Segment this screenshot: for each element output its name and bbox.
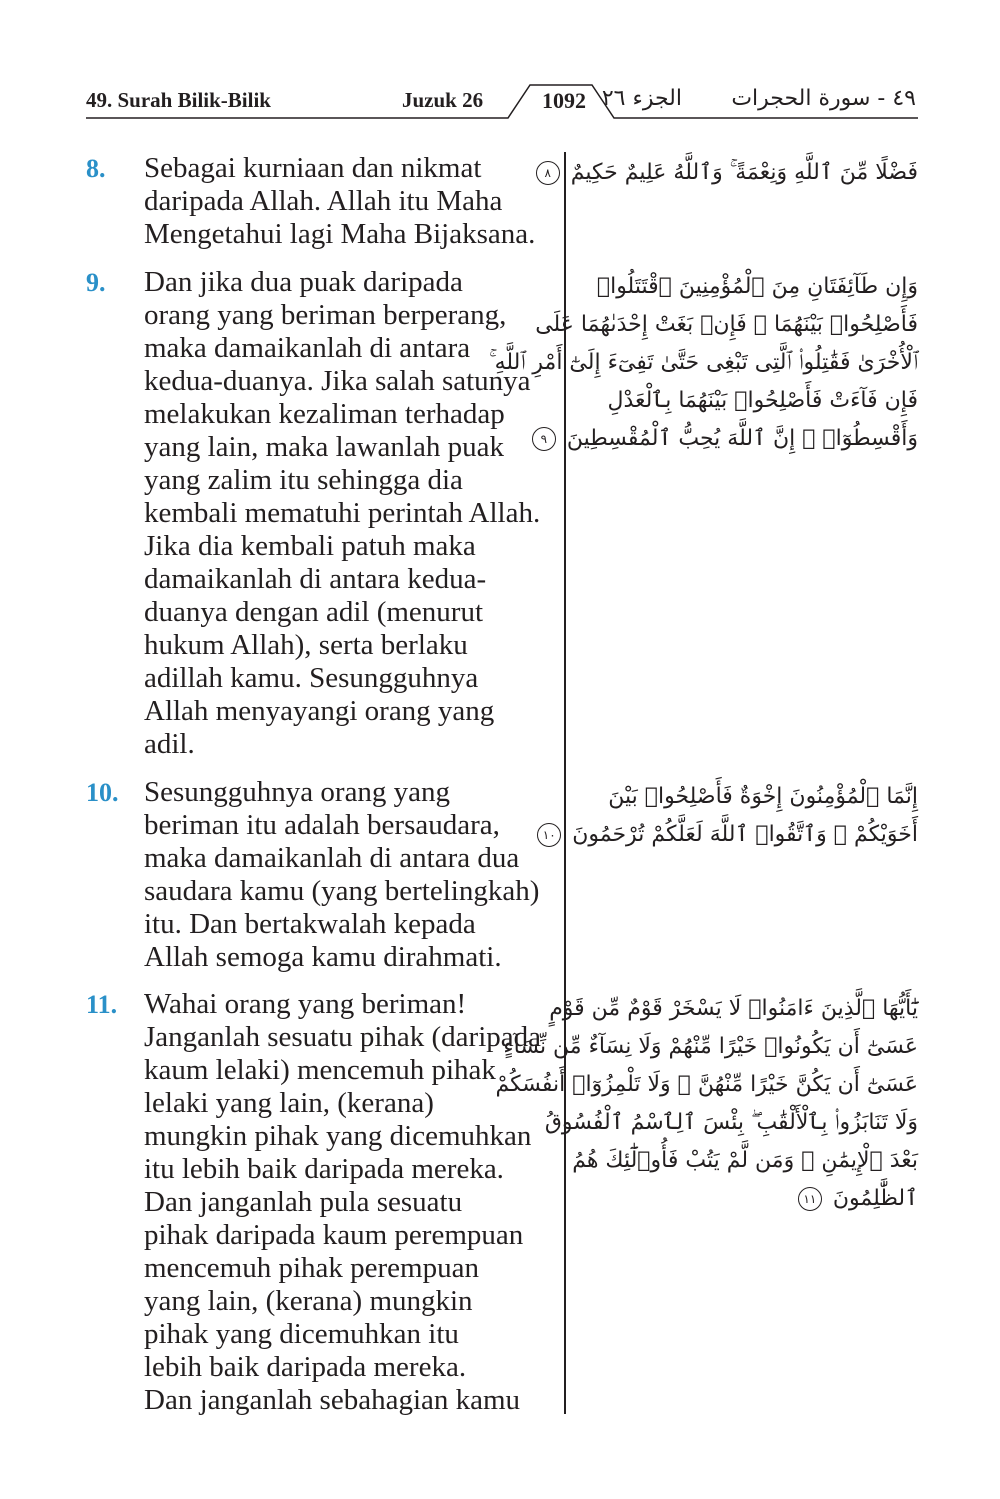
translation-line: mencemuh pihak perempuan (144, 1252, 479, 1284)
surah-label: 49. Surah Bilik-Bilik (86, 88, 271, 112)
translation-line: hukum Allah), serta berlaku (144, 629, 468, 661)
ayah-arabic (542, 778, 918, 854)
arabic-line: عَسَىٰٓ أَن يَكُنَّ خَيْرًا مِّنْهُنَّ ۖ وَلَا تَلْمِزُوٓا۟ أَنفُسَكُمْ (495, 1072, 918, 1097)
translation-line: beriman itu adalah bersaudara, (144, 809, 500, 841)
translation-line: itu. Dan bertakwalah kepada (144, 908, 476, 940)
ayah-translation (144, 266, 562, 761)
ayah-arabic (495, 990, 918, 1218)
arabic-line: وَلَا تَنَابَزُوا۟ بِٱلْأَلْقَٰبِ ۖ بِئْسَ ٱلِٱسْمُ ٱلْفُسُوقُ (544, 1110, 918, 1135)
arabic-line: بَعْدَ ٱلْإِيمَٰنِ ۚ وَمَن لَّمْ يَتُبْ فَأُو۟لَٰٓئِكَ هُمُ (572, 1148, 918, 1173)
page-number: 1092 (542, 88, 586, 113)
arabic-line: وَأَقْسِطُوٓا۟ ۖ إِنَّ ٱللَّهَ يُحِبُّ ٱلْمُقْسِطِينَ ٩ (578, 420, 918, 458)
translation-line: melakukan kezaliman terhadap (144, 398, 505, 430)
arabic-line: يَٰٓأَيُّهَا ٱلَّذِينَ ءَامَنُوا۟ لَا يَسْخَرْ قَوْمٌ مِّن قَوْمٍ (549, 996, 918, 1021)
arabic-line: فَضْلًا مِّنَ ٱللَّهِ وَنِعْمَةً ۚ وَٱللَّهُ عَلِيمٌ حَكِيمٌ ٨ (578, 154, 918, 192)
arabic-line: وَإِن طَآئِفَتَانِ مِنَ ٱلْمُؤْمِنِينَ ٱقْتَتَلُوا۟ (596, 274, 918, 299)
translation-line: Allah semoga kamu dirahmati. (144, 941, 502, 973)
ayah-end-marker: ٨ (536, 161, 560, 185)
ayah-arabic (544, 154, 918, 192)
translation-line: kedua-duanya. Jika salah satunya (144, 365, 531, 397)
translation-line: Dan janganlah sebahagian kamu (144, 1384, 521, 1416)
arabic-juz-label: الجزء ٢٦ (601, 86, 682, 111)
translation-line: adillah kamu. Sesungguhnya (144, 662, 479, 694)
translation-line: Janganlah sesuatu pihak (daripada (144, 1021, 541, 1053)
ayah-end-marker: ١١ (798, 1187, 822, 1211)
ayah-translation (144, 152, 562, 251)
translation-line: Mengetahui lagi Maha Bijaksana. (144, 218, 536, 250)
translation-line: yang lain, (kerana) mungkin (144, 1285, 473, 1317)
arabic-line: عَسَىٰٓ أَن يَكُونُوا۟ خَيْرًا مِّنْهُمْ وَلَا نِسَآءٌ مِّن نِّسَآءٍ (503, 1034, 918, 1059)
translation-line: saudara kamu (yang bertelingkah) (144, 875, 540, 907)
translation-line: Jika dia kembali patuh maka (144, 530, 476, 562)
ayah-arabic (489, 268, 918, 458)
ayah-number: 10. (86, 778, 119, 807)
ayah-translation (144, 776, 562, 974)
translation-line: adil. (144, 728, 195, 760)
translation-line: Wahai orang yang beriman! (144, 988, 467, 1020)
ayah-number: 8. (86, 154, 106, 183)
translation-line: orang yang beriman berperang, (144, 299, 507, 331)
arabic-line: إِنَّمَا ٱلْمُؤْمِنُونَ إِخْوَةٌ فَأَصْلِحُوا۟ بَيْنَ (608, 784, 918, 809)
ayah-number: 11. (86, 990, 118, 1019)
translation-line: pihak yang dicemuhkan itu (144, 1318, 459, 1350)
arabic-surah-label: ٤٩ - سورة الحجرات (731, 86, 916, 111)
translation-line: lelaki yang lain, (kerana) (144, 1087, 434, 1119)
arabic-line: فَإِن فَآءَتْ فَأَصْلِحُوا۟ بَيْنَهُمَا بِٱلْعَدْلِ (607, 388, 918, 413)
translation-line: duanya dengan adil (menurut (144, 596, 484, 628)
translation-line: lebih baik daripada mereka. (144, 1351, 467, 1383)
ayah-end-marker: ٩ (532, 427, 556, 451)
translation-line: mungkin pihak yang dicemuhkan (144, 1120, 532, 1152)
translation-line: yang lain, maka lawanlah puak (144, 431, 504, 463)
page-header (0, 0, 1000, 130)
translation-line: Allah menyayangi orang yang (144, 695, 495, 727)
arabic-line: ٱلْأُخْرَىٰ فَقَٰتِلُوا۟ ٱلَّتِى تَبْغِى حَتَّىٰ تَفِىٓءَ إِلَىٰٓ أَمْرِ ٱللَّهِ ۚ (489, 350, 918, 375)
arabic-line: ٱلظَّٰلِمُونَ ١١ (578, 1180, 918, 1218)
translation-line: Sesungguhnya orang yang (144, 776, 451, 808)
arabic-line: أَخَوَيْكُمْ ۚ وَٱتَّقُوا۟ ٱللَّهَ لَعَلَّكُمْ تُرْحَمُونَ ١٠ (578, 816, 918, 854)
translation-line: itu lebih baik daripada mereka. (144, 1153, 504, 1185)
translation-line: damaikanlah di antara kedua- (144, 563, 487, 595)
translation-line: daripada Allah. Allah itu Maha (144, 185, 503, 217)
translation-line: yang zalim itu sehingga dia (144, 464, 463, 496)
ayah-translation (144, 988, 562, 1417)
translation-line: Dan janganlah pula sesuatu (144, 1186, 463, 1218)
translation-line: Dan jika dua puak daripada (144, 266, 463, 298)
translation-line: maka damaikanlah di antara (144, 332, 471, 364)
ayah-end-marker: ١٠ (537, 823, 561, 847)
juzuk-label: Juzuk 26 (402, 88, 484, 112)
translation-line: maka damaikanlah di antara dua (144, 842, 520, 874)
translation-line: Sebagai kurniaan dan nikmat (144, 152, 482, 184)
arabic-line: فَأَصْلِحُوا۟ بَيْنَهُمَا ۖ فَإِنۢ بَغَتْ إِحْدَىٰهُمَا عَلَى (535, 312, 918, 337)
translation-line: pihak daripada kaum perempuan (144, 1219, 524, 1251)
ayah-number: 9. (86, 268, 106, 297)
translation-line: kembali mematuhi perintah Allah. (144, 497, 541, 529)
translation-line: kaum lelaki) mencemuh pihak (144, 1054, 496, 1086)
